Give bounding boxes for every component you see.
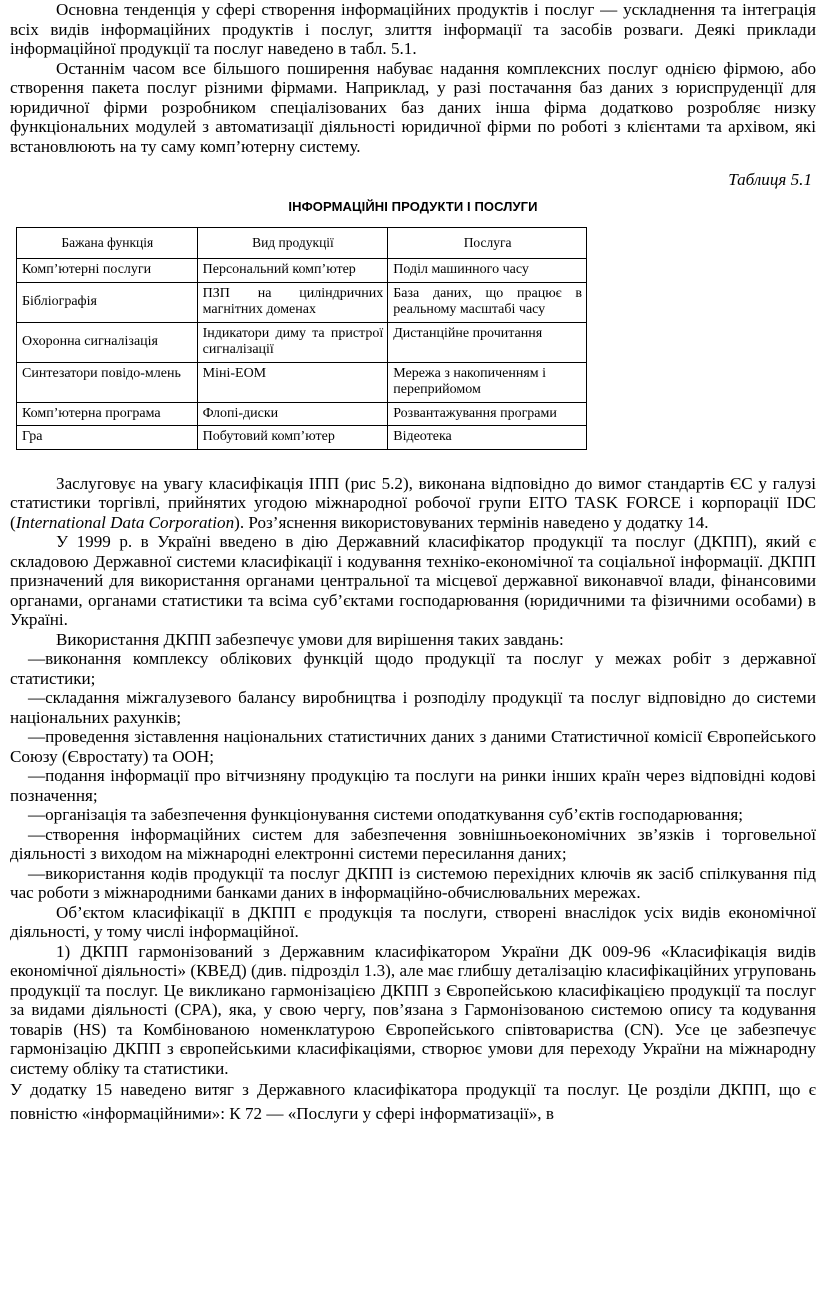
- table-cell: Синтезатори повідо-млень: [17, 362, 198, 402]
- paragraph-classification-start: Заслуговує на увагу класифікація ІПП (рис 5.2), виконана відповідно до вимог стандартів ЄС у галузі статистики торгівлі, прийнятих угодою міжнародної робочої групи EITO TASK FORCE і корпорації IDC (: [10, 473, 816, 532]
- paragraph-object: Об’єктом класифікації в ДКПП є продукція та послуги, створені внаслідок усіх видів економічної діяльності, у тому числі інформаційної.: [10, 902, 816, 941]
- paragraph-classification-end: ). Роз’яснення використовуваних термінів наведено у додатку 14.: [234, 512, 709, 532]
- table-cell: Персональний комп’ютер: [197, 259, 388, 283]
- table-row: [17, 282, 587, 322]
- table-cell: Відеотека: [388, 426, 587, 450]
- products-table: [16, 227, 587, 450]
- table-cell: Поділ машинного часу: [388, 259, 587, 283]
- table-cell: Розвантажування програми: [388, 402, 587, 426]
- table-row: [17, 362, 587, 402]
- list-item: —проведення зіставлення національних статистичних даних з даними Статистичної комісії Європейського Союзу (Євростату) та ООН;: [10, 727, 816, 766]
- table-title: ІНФОРМАЦІЙНІ ПРОДУКТИ І ПОСЛУГИ: [288, 198, 538, 214]
- table-cell: Міні-ЕОМ: [197, 362, 388, 402]
- list-item: —складання міжгалузевого балансу виробництва і розподілу продукції та послуг відповідно до системи національних рахунків;: [10, 688, 816, 727]
- document-page: [10, 0, 816, 1126]
- table-row: [17, 402, 587, 426]
- paragraph-dkpp: У 1999 р. в Україні введено в дію Державний класифікатор продукції та послуг (ДКПП), який є складовою Державної системи класифікації і кодування техніко-економічної та соціальної інформації. ДКПП призначений для використання органами центральної та місцевої державної виконавчої влади, фінансовими органами, органами статистики та всіма суб’єктами господарювання (юридичними та фізичними особами) в Україні.: [10, 532, 816, 629]
- paragraph-classification-italic: International Data Corporation: [15, 512, 235, 532]
- table-cell: Флопі-диски: [197, 402, 388, 426]
- table-cell: Побутовий комп’ютер: [197, 426, 388, 450]
- table-cell: Комп’ютерні послуги: [17, 259, 198, 283]
- table-cell: База даних, що працює в реальному масштабі часу: [388, 282, 587, 322]
- table-row: [17, 259, 587, 283]
- header-function: Бажана функція: [17, 228, 198, 259]
- intro-paragraph-2: Останнім часом все більшого поширення набуває надання комплексних послуг однією фірмою, або створення пакета послуг різними фірмами. Наприклад, у разі постачання баз даних з юриспруденції для юридичної фірми розробником спеціалізованих баз даних інша фірма додатково розробляє низку функціональних модулей з автоматизації діяльності юридичної фірми по роботі з клієнтами та архівом, які встановлюють на ту саму комп’ютерну систему.: [10, 58, 816, 156]
- table-cell: Дистанційне прочитання: [388, 322, 587, 362]
- table-row: [17, 426, 587, 450]
- paragraph-harmonization: 1) ДКПП гармонізований з Державним класифікатором України ДК 009-96 «Класифікація видів економічної діяльності» (КВЕД) (див. підрозділ 1.3), але має глибшу деталізацію класифікаційних угруповань продукції та послуг. Це викликано гармонізацією ДКПП з Європейською класифікацією продукції та послуг за видами діяльності (CPA), яка, у свою чергу, пов’язана з Гармонізованою системою опису та кодування товарів (HS) та Комбінованою номенклатурою Європейського співтовариства (CN). Усе це забезпечує гармонізацію ДКПП з європейськими класифікаціями, створює умови для переходу України на міжнародну систему обліку та статистики.: [10, 941, 816, 1078]
- list-item: —створення інформаційних систем для забезпечення зовнішньоекономічних зв’язків і торговельної діяльності з виходом на міжнародні електронні системи пересилання даних;: [10, 824, 816, 863]
- paragraph-tasks-intro: Використання ДКПП забезпечує умови для вирішення таких завдань:: [56, 629, 564, 649]
- intro-paragraph-1: Основна тенденція у сфері створення інформаційних продуктів і послуг — ускладнення та інтеграція всіх видів інформаційних продуктів і послуг, злиття інформації та засобів розваги. Деякі приклади інформаційної продукції та послуг наведено в табл. 5.1.: [10, 0, 816, 58]
- table-cell: Гра: [17, 426, 198, 450]
- list-item: —виконання комплексу облікових функцій щодо продукції та послуг у межах робіт з державної статистики;: [10, 649, 816, 688]
- tasks-list: [10, 649, 816, 903]
- table-row: [17, 322, 587, 362]
- paragraph-appendix: У додатку 15 наведено витяг з Державного класифікатора продукції та послуг. Це розділи ДКПП, що є повністю «інформаційними»: К 72 — «Послуги у сфері інформатизації», в: [10, 1080, 816, 1123]
- table-cell: Індикатори диму та пристрої сигналізації: [197, 322, 388, 362]
- list-item: —використання кодів продукції та послуг ДКПП із системою перехідних ключів як засіб спілкування під час роботи з міжнародними банками даних в інформаційно-обчислювальних мережах.: [10, 863, 816, 902]
- list-item: —подання інформації про вітчизняну продукцію та послуги на ринки інших країн через відповідні кодові позначення;: [10, 766, 816, 805]
- table-cell: Бібліографія: [17, 282, 198, 322]
- table-cell: Комп’ютерна програма: [17, 402, 198, 426]
- table-cell: ПЗП на циліндричних магнітних доменах: [197, 282, 388, 322]
- list-item: —організація та забезпечення функціонування системи оподаткування суб’єктів господарювання;: [28, 805, 744, 824]
- table-cell: Мережа з накопиченням і переприйомом: [388, 362, 587, 402]
- header-service: Послуга: [388, 228, 587, 259]
- table-header-row: [17, 228, 587, 259]
- table-cell: Охоронна сигналізація: [17, 322, 198, 362]
- table-caption: Таблиця 5.1: [728, 170, 812, 189]
- header-product: Вид продукції: [197, 228, 388, 259]
- paragraph-classification: [10, 474, 816, 533]
